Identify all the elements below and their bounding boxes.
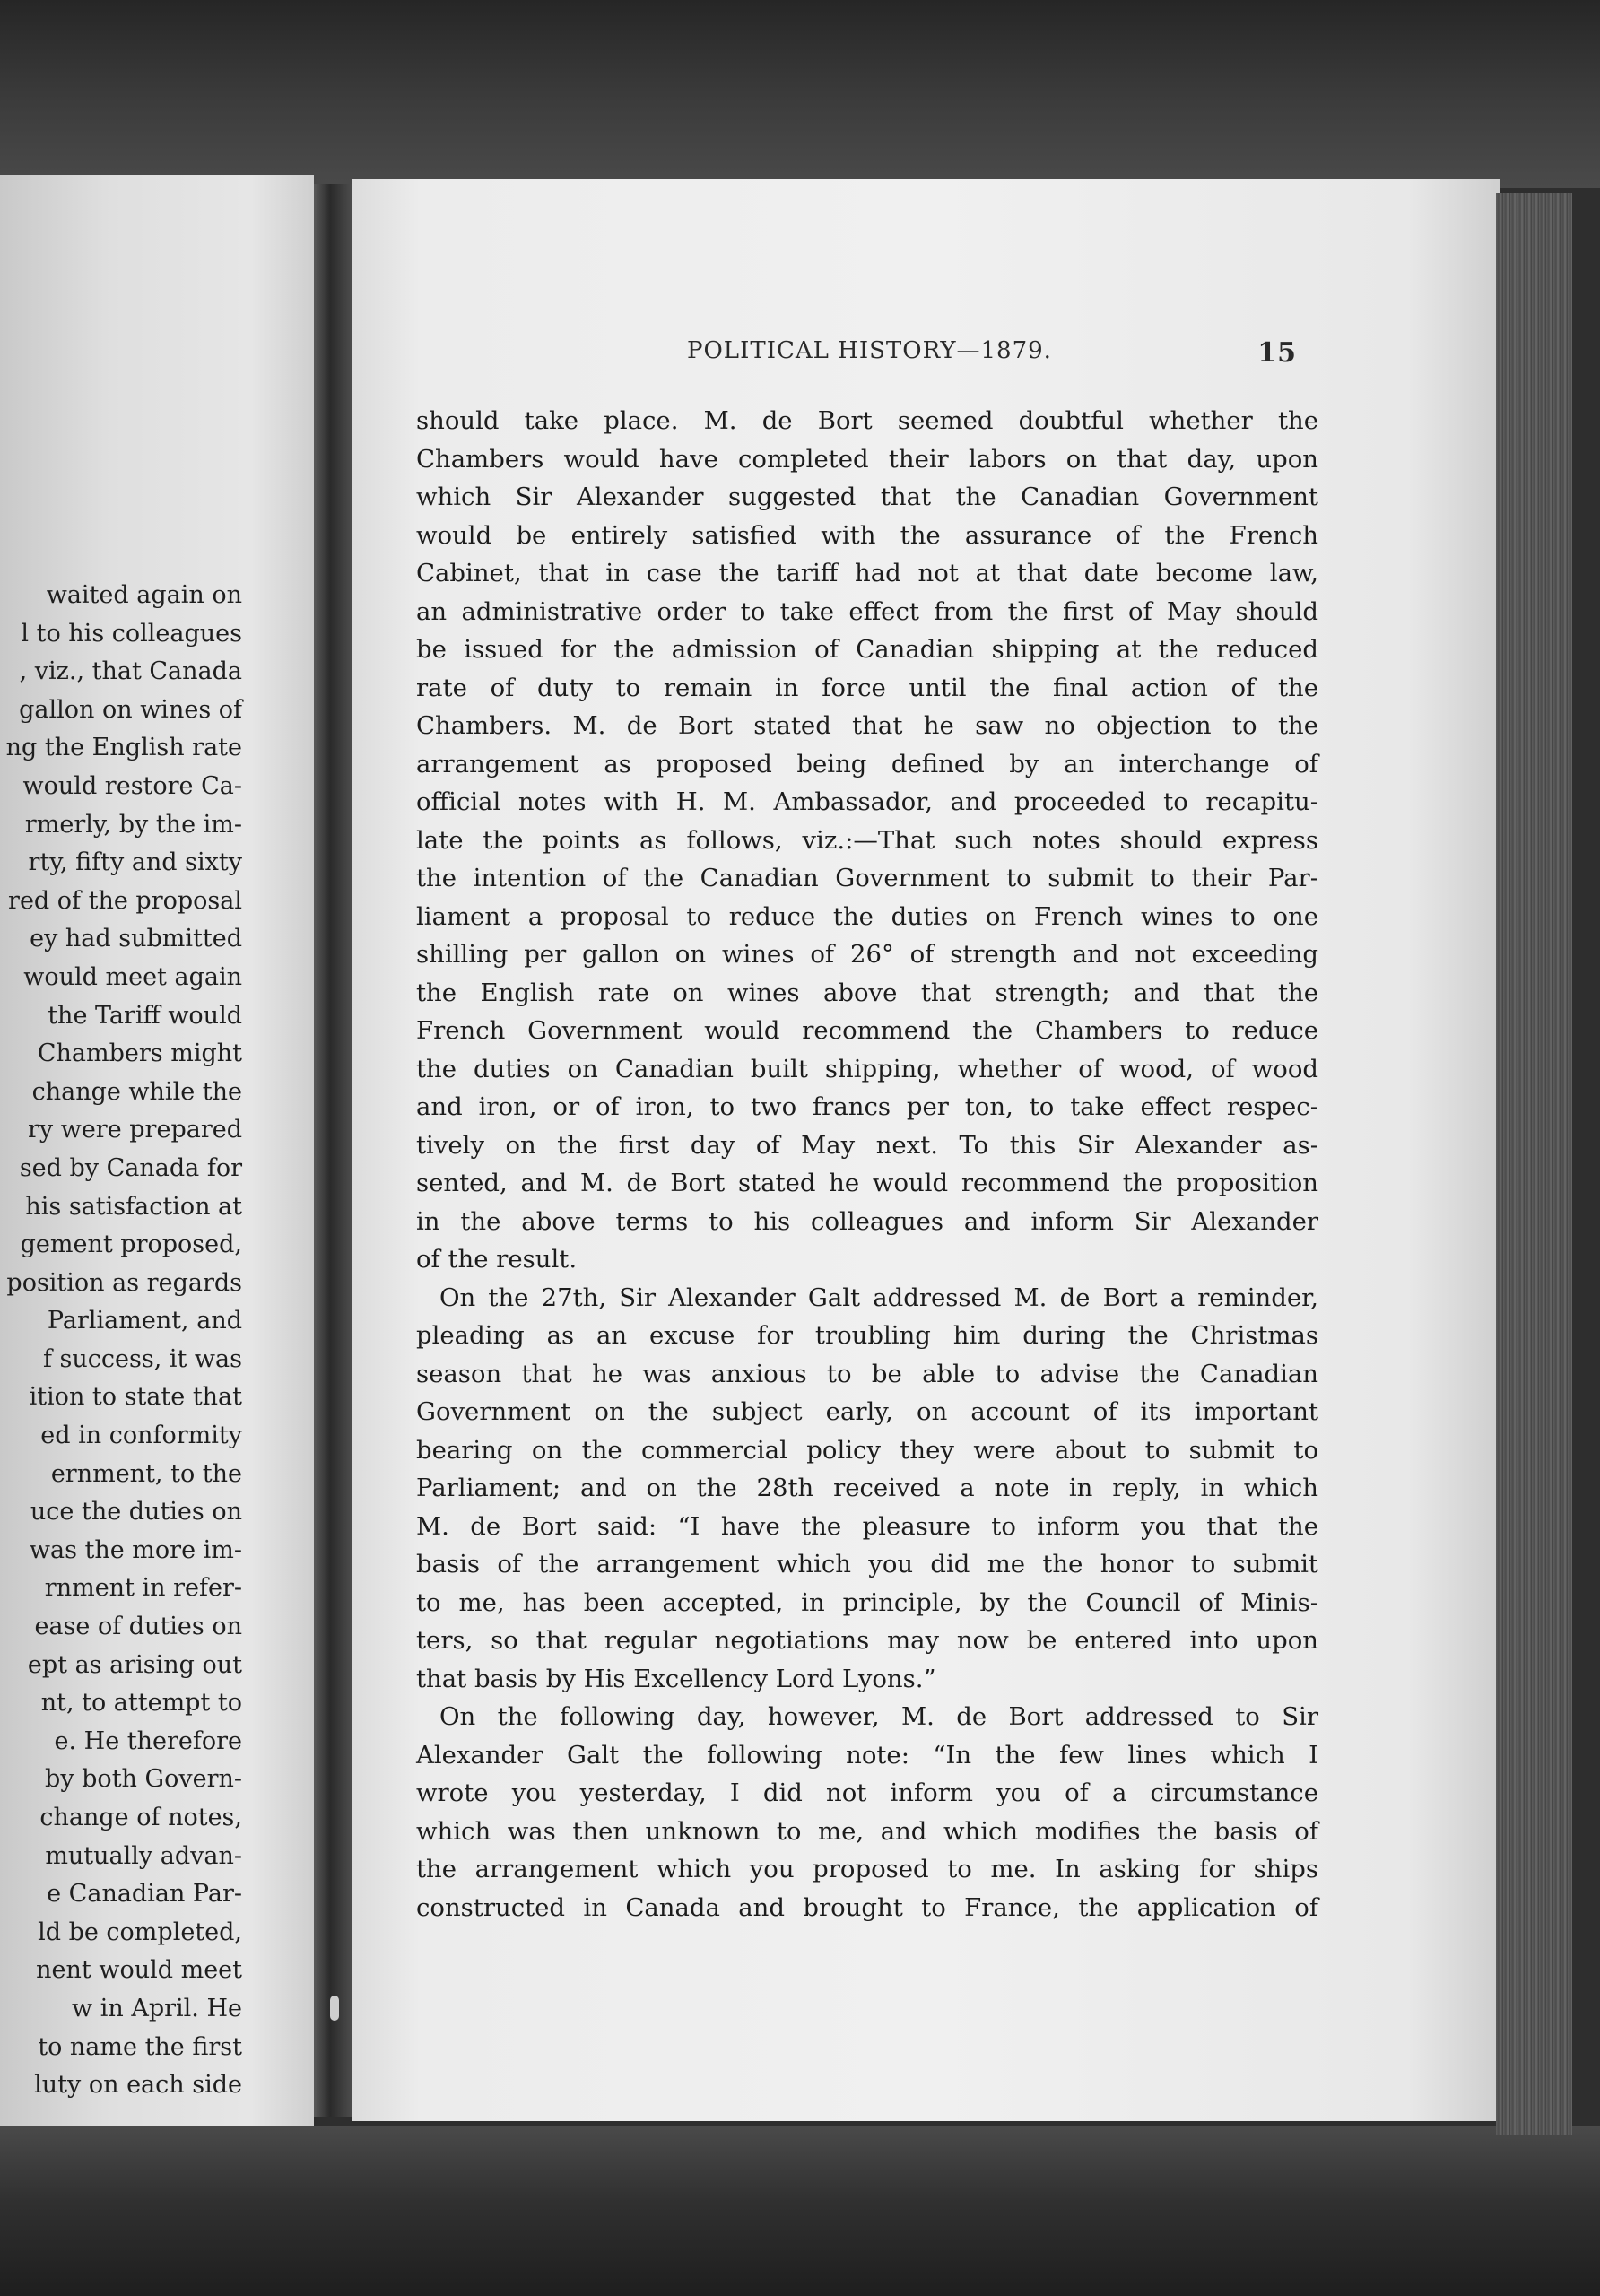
left-page-line: ease of duties on — [34, 1613, 242, 1641]
left-page-line: waited again on — [46, 581, 242, 609]
text-line: ters, so that regular negotiations may now be entered into upon — [416, 1626, 1318, 1655]
text-line: and iron, or of iron, to two francs per ton, to take effect respec- — [416, 1092, 1318, 1121]
left-page-line: f success, it was — [42, 1344, 242, 1373]
left-page-line: rty, fifty and sixty — [28, 848, 242, 877]
left-page-line: would restore Ca- — [22, 771, 242, 800]
left-page-line: ept as arising out — [27, 1650, 242, 1679]
left-page-line: rmerly, by the im- — [24, 810, 242, 839]
text-line: shilling per gallon on wines of 26° of strength and not exceeding — [416, 940, 1318, 969]
text-line: an administrative order to take effect from the first of May should — [416, 596, 1318, 626]
text-line: sented, and M. de Bort stated he would recommend the proposition — [416, 1169, 1318, 1197]
left-page-text-column — [0, 577, 242, 2105]
scan-speck — [330, 1996, 339, 2021]
left-page-line: Parliament, and — [47, 1307, 242, 1335]
text-line: the English rate on wines above that strength; and that the — [416, 978, 1318, 1007]
text-line: arrangement as proposed being defined by an interchange of — [416, 749, 1318, 778]
left-page-line: nt, to attempt to — [40, 1689, 242, 1718]
text-line: the duties on Canadian built shipping, whether of wood, of wood — [416, 1054, 1318, 1083]
text-line: wrote you yesterday, I did not inform you of a circumstance — [416, 1779, 1318, 1807]
book-gutter — [314, 184, 354, 2117]
text-line: bearing on the commercial policy they were about to submit to — [416, 1435, 1318, 1465]
left-page-line: ernment, to the — [50, 1459, 242, 1488]
left-page-line: change while the — [31, 1077, 242, 1106]
text-line: to me, has been accepted, in principle, by the Council of Minis- — [416, 1587, 1318, 1617]
left-page-line: rnment in refer- — [44, 1574, 242, 1603]
left-page-line: uce the duties on — [30, 1498, 242, 1526]
text-line: which was then unknown to me, and which modifies the basis of — [416, 1816, 1318, 1846]
left-page-line: change of notes, — [39, 1804, 242, 1831]
text-line: the arrangement which you proposed to me. In asking for ships — [416, 1855, 1318, 1883]
right-page — [352, 179, 1500, 2121]
page-number: 15 — [1257, 337, 1297, 369]
text-line: should take place. M. de Bort seemed doubtful whether the — [416, 406, 1318, 435]
page-header — [409, 337, 1306, 373]
text-line: official notes with H. M. Ambassador, and proceeded to recapitu- — [416, 787, 1318, 816]
text-line: constructed in Canada and brought to France, the application of — [416, 1892, 1318, 1922]
text-line: in the above terms to his colleagues and inform Sir Alexander — [416, 1206, 1318, 1236]
text-line: the intention of the Canadian Government to submit to their Par- — [416, 864, 1318, 892]
left-page-line: red of the proposal — [8, 886, 242, 915]
left-page-line: ng the English rate — [5, 734, 242, 762]
facing-left-page — [0, 175, 314, 2126]
left-page-line: ry were prepared — [27, 1116, 242, 1144]
text-line: Chambers. M. de Bort stated that he saw no objection to the — [416, 711, 1318, 740]
text-line: M. de Bort said: “I have the pleasure to inform you that the — [416, 1511, 1318, 1541]
left-page-line: gallon on wines of — [19, 695, 242, 724]
left-page-line: , viz., that Canada — [19, 657, 242, 686]
scan-backdrop-top — [0, 0, 1600, 188]
page-block-edge — [1496, 193, 1572, 2135]
left-page-line: ition to state that — [29, 1383, 242, 1412]
left-page-line: ed in conformity — [40, 1422, 242, 1450]
text-line: basis of the arrangement which you did me the honor to submit — [416, 1550, 1318, 1578]
left-page-line: mutually advan- — [45, 1841, 242, 1870]
text-line: French Government would recommend the Chambers to reduce — [416, 1016, 1318, 1045]
left-page-line: his satisfaction at — [25, 1192, 242, 1221]
left-page-line: to name the first — [38, 2032, 242, 2061]
left-page-line: position as regards — [6, 1268, 242, 1297]
text-line: that basis by His Excellency Lord Lyons.” — [416, 1664, 936, 1693]
left-page-line: e. He therefore — [54, 1726, 242, 1755]
text-line: would be entirely satisfied with the assurance of the French — [416, 520, 1318, 550]
left-page-line: gement proposed, — [20, 1231, 242, 1259]
left-page-line: ey had submitted — [30, 925, 242, 953]
left-page-line: ld be completed, — [38, 1918, 242, 1946]
running-head: POLITICAL HISTORY—1879. — [687, 337, 1052, 364]
text-line: Cabinet, that in case the tariff had not at that date become law, — [416, 559, 1318, 587]
scan-backdrop-bottom — [0, 2126, 1600, 2296]
text-line: be issued for the admission of Canadian shipping at the reduced — [416, 635, 1318, 664]
text-line: tively on the first day of May next. To this Sir Alexander as- — [416, 1130, 1318, 1160]
text-line: season that he was anxious to be able to advise the Canadian — [416, 1359, 1318, 1388]
text-line: Government on the subject early, on account of its important — [416, 1397, 1318, 1426]
left-page-line: by both Govern- — [45, 1765, 242, 1794]
left-page-line: nent would meet — [36, 1956, 242, 1985]
text-line: liament a proposal to reduce the duties on French wines to one — [416, 901, 1318, 931]
left-page-line: luty on each side — [34, 2071, 242, 2100]
text-line: On the following day, however, M. de Bort addressed to Sir — [439, 1702, 1318, 1731]
left-page-line: w in April. He — [72, 1994, 242, 2022]
text-line: late the points as follows, viz.:—That such notes should express — [416, 825, 1318, 855]
text-line: pleading as an excuse for troubling him during the Christmas — [416, 1321, 1318, 1350]
left-page-line: was the more im- — [29, 1535, 242, 1564]
left-page-line: Chambers might — [37, 1039, 242, 1068]
page-body-text — [416, 402, 1318, 1926]
left-page-line: would meet again — [23, 962, 242, 991]
text-line: which Sir Alexander suggested that the Canadian Government — [416, 483, 1318, 511]
text-line: On the 27th, Sir Alexander Galt addressed M. de Bort a reminder, — [439, 1283, 1318, 1312]
left-page-line: sed by Canada for — [19, 1153, 242, 1182]
text-line: Parliament; and on the 28th received a note in reply, in which — [416, 1474, 1318, 1502]
text-line: Chambers would have completed their labors on that day, upon — [416, 444, 1318, 474]
left-page-line: e Canadian Par- — [47, 1880, 242, 1909]
text-line: Alexander Galt the following note: “In the few lines which I — [416, 1740, 1318, 1770]
text-line: rate of duty to remain in force until the final action of the — [416, 673, 1318, 702]
left-page-line: l to his colleagues — [21, 619, 242, 648]
left-page-line: the Tariff would — [48, 1001, 242, 1030]
text-line: of the result. — [416, 1245, 578, 1274]
